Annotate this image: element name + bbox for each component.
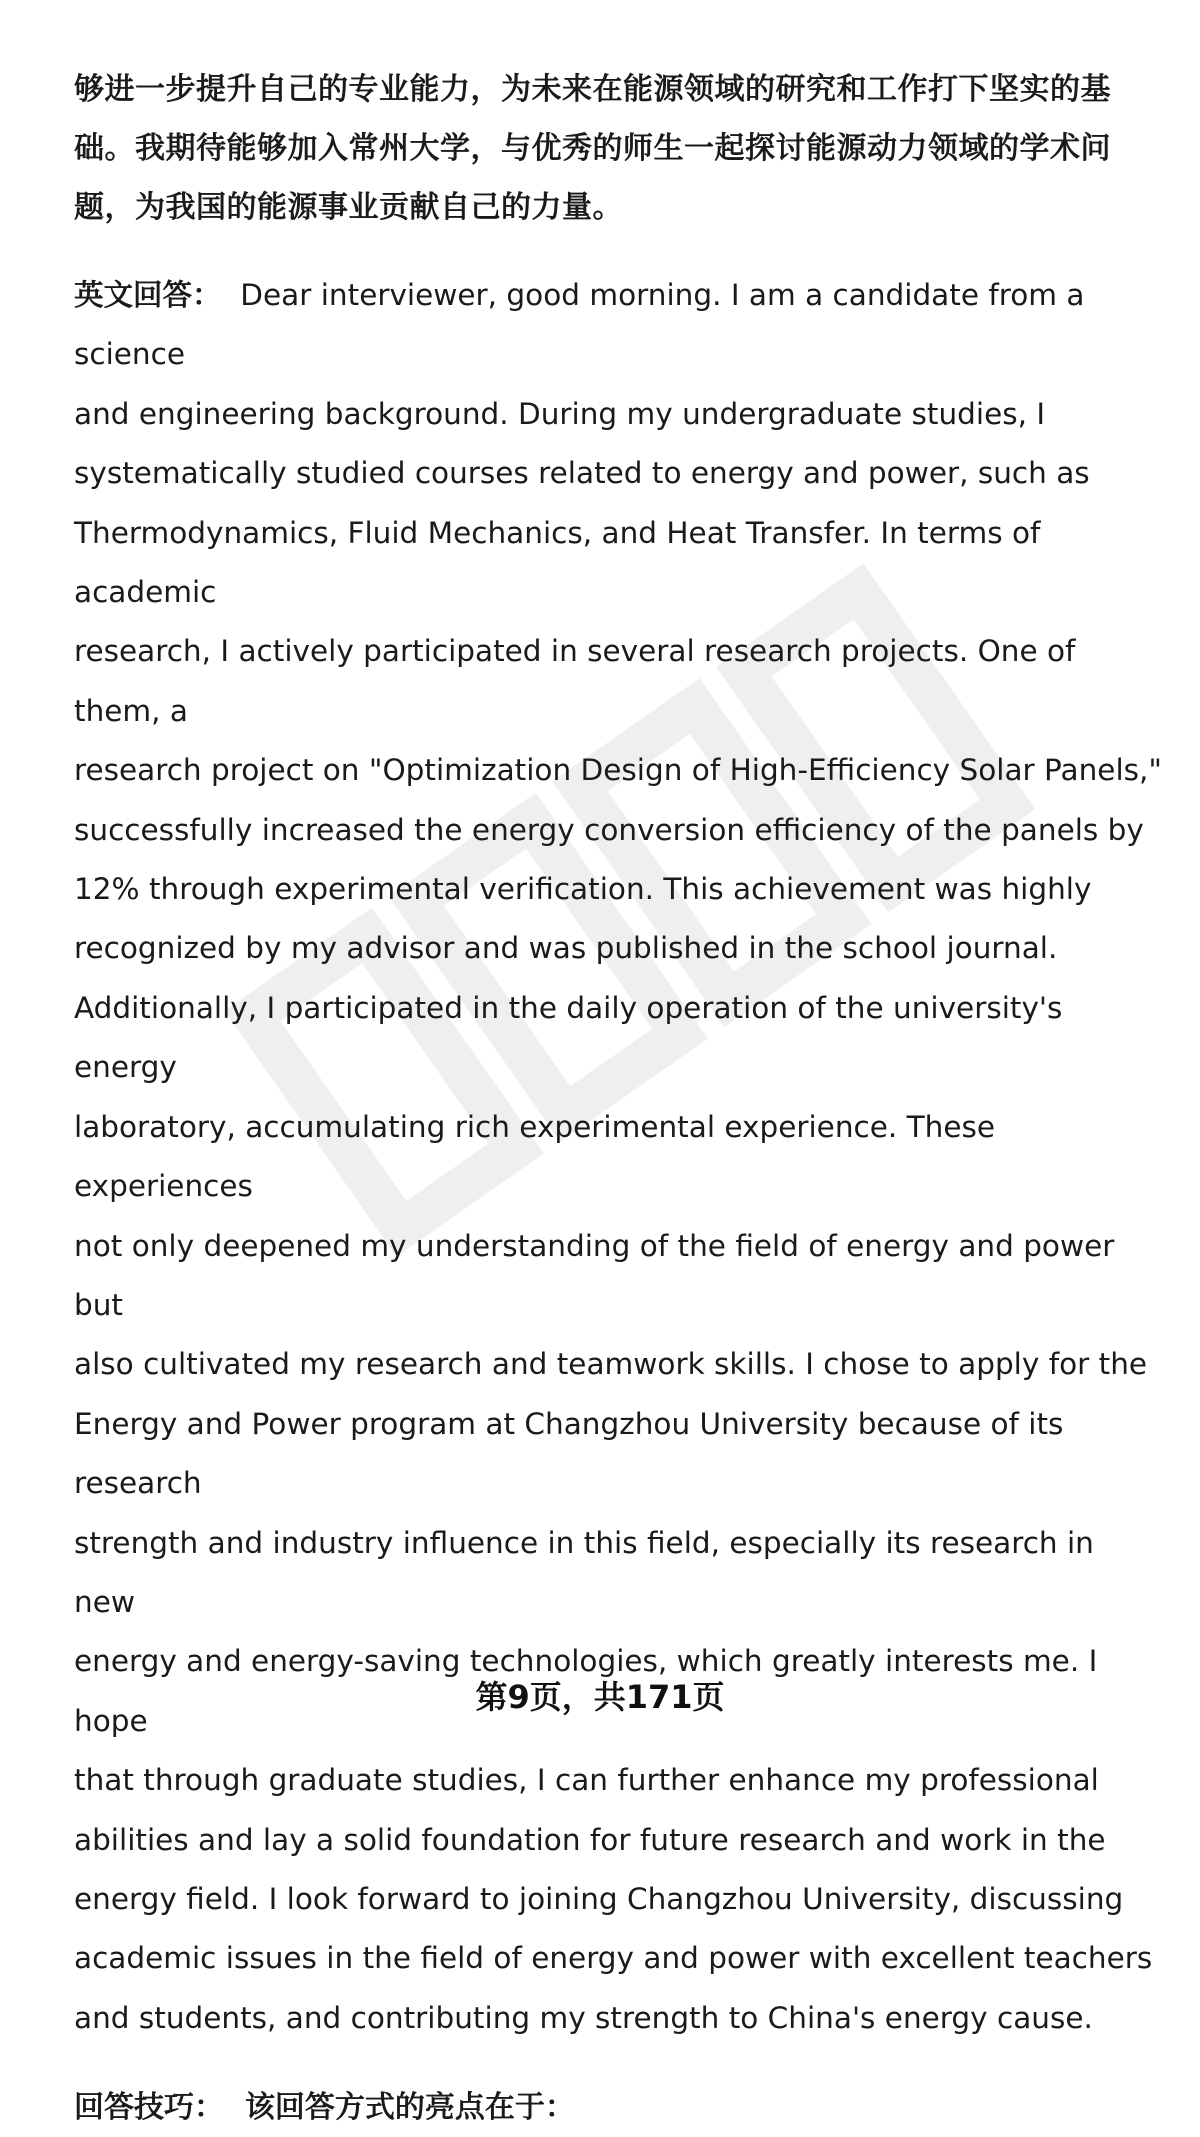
- chinese-paragraph: 够进一步提升自己的专业能力，为未来在能源领域的研究和工作打下坚实的基础。我期待能够加入常州大学，与优秀的师生一起探讨能源动力领域的学术问题，为我国的能源事业贡献自己的力量。: [74, 72, 1111, 225]
- answer-tips-label: 回答技巧：: [74, 2090, 224, 2126]
- english-answer-label: 英文回答：: [74, 278, 222, 312]
- answer-tips-text: 该回答方式的亮点在于：: [244, 2090, 575, 2126]
- english-answer: [74, 266, 1164, 2048]
- answer-tips: [74, 2078, 1164, 2137]
- english-answer-text: Dear interviewer, good morning. I am a candidate from a science and engineering background. During my undergraduate studies, I systematically studied courses related to energy and power, such as Thermodynamics, Fluid Mechanics, and Heat Transfer. In terms of academic research, I actively participated in several research projects. One of them, a research project on "Optimization Design of High-Efficiency Solar Panels," successfully increased the energy conversion efficiency of the panels by 12% through experimental verification. This achievement was highly recognized by my advisor and was published in the school journal. Additionally, I participated in the daily operation of the university's energy laboratory, accumulating rich experimental experience. These experiences not only deepened my understanding of the field of energy and power but also cultivated my research and teamwork skills. I chose to apply for the Energy and Power program at Changzhou University because of its research strength and industry influence in this field, especially its research in new energy and energy-saving technologies, which greatly interests me. I hope that through graduate studies, I can further enhance my professional abilities and lay a solid foundation for future research and work in the energy field. I look forward to joining Changzhou University, discussing academic issues in the field of energy and power with excellent teachers and students, and contributing my strength to China's energy cause.: [74, 278, 1162, 2035]
- page-content: [74, 60, 1164, 2137]
- page-footer: 第9页，共171页: [475, 1678, 725, 1716]
